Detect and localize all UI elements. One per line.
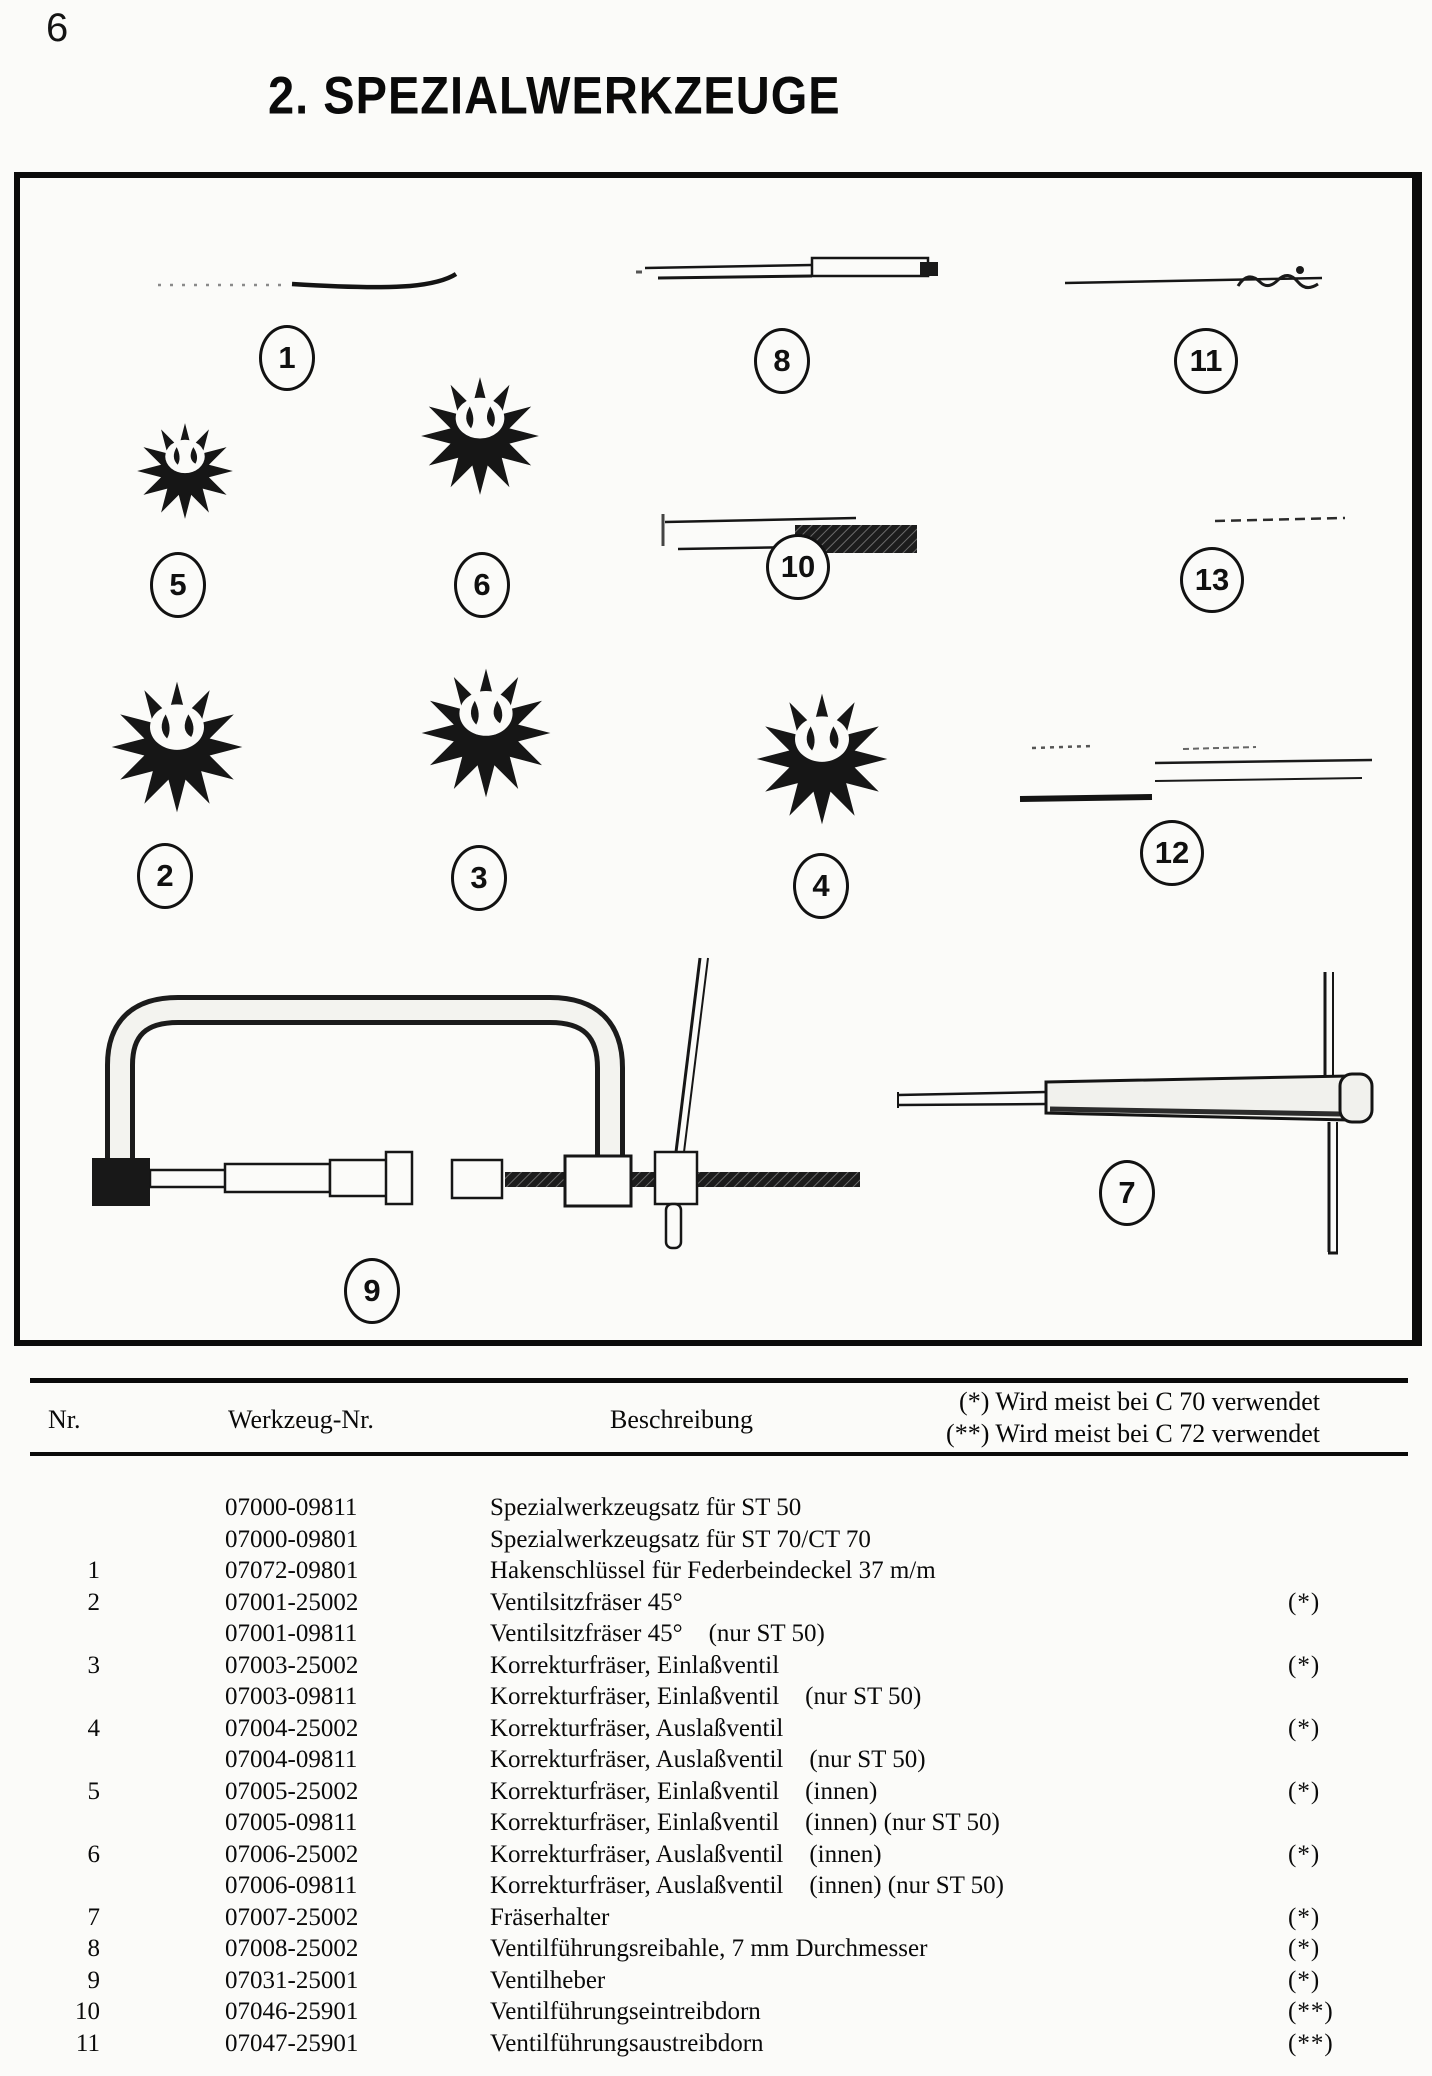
tool-description-qualifier: (innen)	[809, 1840, 882, 1868]
tool-number: 07003-09811	[225, 1683, 358, 1710]
tool-1-hook-wrench	[158, 274, 456, 287]
tool-number: 07046-25901	[225, 1998, 359, 2025]
row-number: 3	[87, 1651, 100, 1679]
tool-number: 07006-09811	[225, 1872, 358, 1899]
callout-4: 4	[793, 853, 849, 919]
row-number: 4	[87, 1714, 100, 1742]
tool-description: Korrekturfräser, Einlaßventil (innen)	[490, 1777, 878, 1805]
table-body	[0, 1492, 1432, 2059]
row-number: 9	[87, 1966, 100, 1994]
row-number: 2	[87, 1588, 100, 1616]
tool-number: 07005-09811	[225, 1809, 358, 1836]
tool-11-valve-guide-drive-out-punch	[1065, 266, 1322, 288]
row-number: 8	[87, 1935, 100, 1962]
col-header-beschreibung: Beschreibung	[610, 1405, 753, 1434]
table-row	[0, 1524, 1432, 1556]
tool-number: 07072-09801	[225, 1557, 359, 1584]
callout-3: 3	[451, 845, 507, 911]
callout-6: 6	[454, 552, 510, 618]
table-row	[0, 1681, 1432, 1713]
table-row	[0, 1744, 1432, 1776]
usage-marker: (*)	[1288, 1903, 1321, 1931]
tool-description: Korrekturfräser, Einlaßventil (innen) (nur ST 50)	[490, 1809, 1000, 1836]
tool-description-qualifier: (nur ST 50)	[809, 1746, 926, 1773]
callout-2: 2	[137, 843, 193, 909]
tool-description: Korrekturfräser, Auslaßventil (innen)	[490, 1840, 882, 1868]
tool-number: 07003-25002	[225, 1651, 359, 1679]
table-row	[0, 1839, 1432, 1871]
row-number: 10	[75, 1998, 100, 2025]
col-header-werkzeug-nr: Werkzeug-Nr.	[228, 1405, 374, 1434]
row-number: 11	[75, 2029, 100, 2057]
row-number: 6	[87, 1840, 100, 1868]
row-number: 1	[87, 1557, 100, 1584]
row-number: 5	[87, 1777, 100, 1805]
table-row	[0, 1618, 1432, 1650]
tool-number: 07007-25002	[225, 1903, 359, 1931]
tool-description: Ventilführungsreibahle, 7 mm Durchmesser	[490, 1935, 928, 1962]
tool-description: Fräserhalter	[490, 1903, 610, 1931]
tool-2-valve-seat-cutter	[112, 682, 243, 813]
table-row	[0, 1650, 1432, 1682]
page-number: 6	[46, 6, 69, 50]
tool-number: 07004-25002	[225, 1714, 359, 1742]
tool-description: Ventilsitzfräser 45° (nur ST 50)	[490, 1620, 825, 1647]
tool-number: 07001-25002	[225, 1588, 359, 1616]
tool-8-valve-guide-reamer	[636, 258, 938, 278]
tool-number: 07031-25001	[225, 1966, 359, 1994]
tool-description: Korrekturfräser, Auslaßventil (innen) (nur ST 50)	[490, 1872, 1005, 1899]
table-row	[0, 1902, 1432, 1934]
callout-13: 13	[1180, 547, 1244, 613]
tool-12-small-rods	[1020, 746, 1372, 799]
usage-marker: (*)	[1288, 1588, 1321, 1616]
tool-description-qualifier: (nur ST 50)	[708, 1620, 825, 1647]
usage-marker: (*)	[1288, 1777, 1321, 1805]
callout-8: 8	[754, 328, 810, 394]
table-row	[0, 1996, 1432, 2028]
tool-5-correction-cutter-intake-inner	[137, 423, 233, 519]
table-row	[0, 1492, 1432, 1524]
tool-description-qualifier: (innen) (nur ST 50)	[809, 1872, 1005, 1899]
table-header-rule	[30, 1452, 1408, 1456]
legend-line-c72: (**) Wird meist bei C 72 verwendet	[946, 1419, 1320, 1448]
table-row	[0, 2028, 1432, 2060]
tool-number: 07047-25901	[225, 2029, 359, 2057]
usage-marker: (*)	[1288, 1651, 1321, 1679]
callout-9: 9	[344, 1258, 400, 1324]
table-row	[0, 1807, 1432, 1839]
usage-marker: (**)	[1288, 1998, 1334, 2025]
callout-10: 10	[766, 534, 830, 600]
tool-number: 07008-25002	[225, 1935, 359, 1962]
tool-13-thin-pin	[1215, 518, 1345, 521]
tool-description: Ventilsitzfräser 45°	[490, 1588, 683, 1616]
callout-12: 12	[1140, 820, 1204, 886]
tool-description-qualifier: (innen)	[805, 1777, 878, 1805]
tool-description: Korrekturfräser, Auslaßventil (nur ST 50)	[490, 1746, 926, 1773]
legend-line-c70: (*) Wird meist bei C 70 verwendet	[959, 1387, 1320, 1416]
callout-5: 5	[150, 552, 206, 618]
tool-3-correction-cutter-intake	[422, 669, 551, 798]
tool-description: Korrekturfräser, Auslaßventil	[490, 1714, 784, 1742]
tool-number: 07004-09811	[225, 1746, 358, 1773]
table-row	[0, 1965, 1432, 1997]
tool-description-qualifier: (innen) (nur ST 50)	[805, 1809, 1000, 1836]
usage-marker: (*)	[1288, 1966, 1321, 1994]
usage-legend	[860, 1386, 1320, 1450]
tool-description: Ventilführungsaustreibdorn	[490, 2029, 764, 2057]
tool-description: Ventilheber	[490, 1966, 606, 1994]
table-row	[0, 1587, 1432, 1619]
tool-4-correction-cutter-exhaust	[757, 694, 888, 825]
table-row	[0, 1933, 1432, 1965]
tool-number: 07000-09811	[225, 1494, 358, 1521]
usage-marker: (*)	[1288, 1840, 1321, 1868]
tool-description: Korrekturfräser, Einlaßventil	[490, 1651, 780, 1679]
page-title: 2. SPEZIALWERKZEUGE	[268, 65, 841, 125]
table-top-rule	[30, 1378, 1408, 1383]
table-row	[0, 1870, 1432, 1902]
row-number: 7	[87, 1903, 100, 1931]
callout-7: 7	[1099, 1160, 1155, 1226]
tool-description: Hakenschlüssel für Federbeindeckel 37 m/m	[490, 1557, 936, 1584]
tool-description-qualifier: (nur ST 50)	[805, 1683, 922, 1710]
usage-marker: (*)	[1288, 1714, 1321, 1742]
callout-11: 11	[1174, 328, 1238, 394]
tool-9-valve-lifter	[92, 958, 860, 1248]
table-row	[0, 1555, 1432, 1587]
table-row	[0, 1713, 1432, 1745]
tool-6-correction-cutter-exhaust-inner	[421, 377, 539, 495]
callout-1: 1	[259, 325, 315, 391]
usage-marker: (**)	[1288, 2029, 1334, 2057]
tool-number: 07005-25002	[225, 1777, 359, 1805]
tool-number: 07006-25002	[225, 1840, 359, 1868]
usage-marker: (*)	[1288, 1935, 1321, 1962]
tool-number: 07000-09801	[225, 1525, 359, 1553]
tool-number: 07001-09811	[225, 1620, 358, 1647]
table-row	[0, 1776, 1432, 1808]
tool-description: Spezialwerkzeugsatz für ST 70/CT 70	[490, 1525, 871, 1553]
col-header-nr: Nr.	[48, 1405, 81, 1434]
tool-description: Ventilführungseintreibdorn	[490, 1998, 761, 2025]
tool-description: Spezialwerkzeugsatz für ST 50	[490, 1494, 802, 1521]
tool-description: Korrekturfräser, Einlaßventil (nur ST 50)	[490, 1683, 922, 1710]
